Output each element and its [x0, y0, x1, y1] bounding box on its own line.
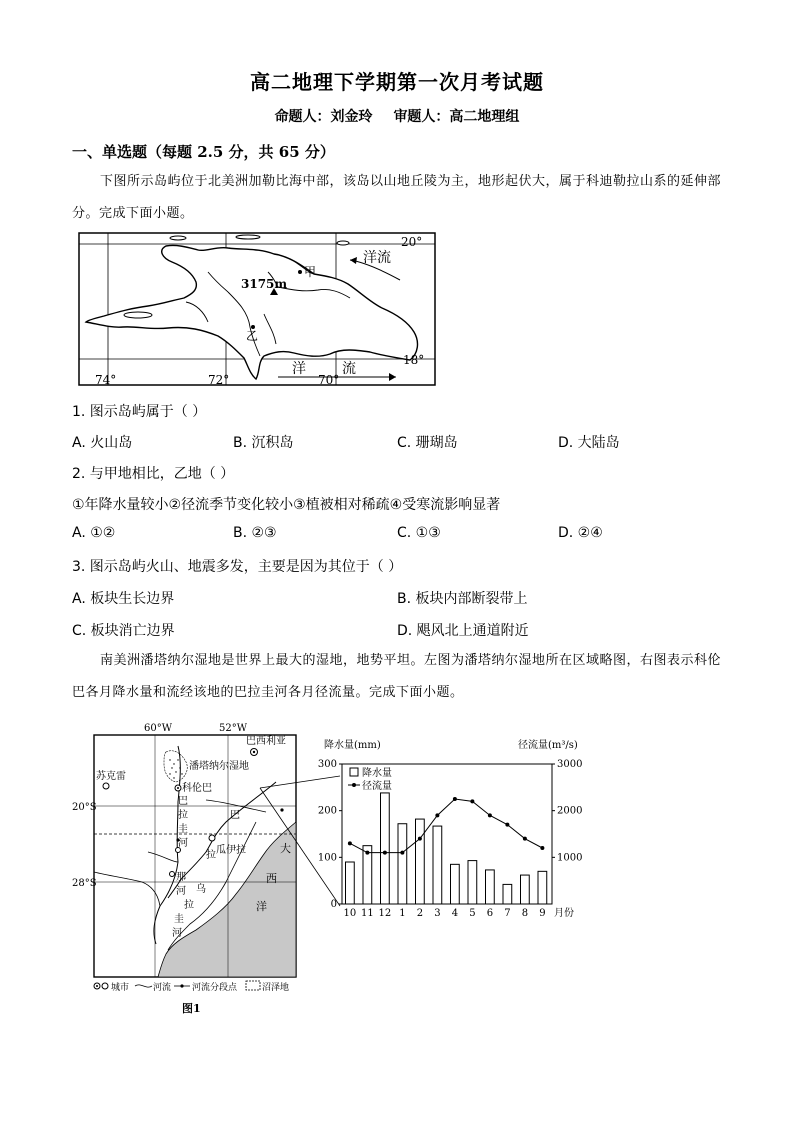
x-tick-label: 8	[521, 908, 529, 919]
precip-bar	[433, 826, 442, 904]
passage-1: 下图所示岛屿位于北美洲加勒比海中部，该岛以山地丘陵为主，地形起伏大，属于科迪勒拉山系的延伸部分。完成下面小题。	[72, 174, 722, 221]
lat-label-bottom: 18°	[403, 353, 425, 367]
page-title: 高二地理下学期第一次月考试题	[250, 70, 544, 94]
legend-river: 河流	[153, 983, 172, 993]
legend-precip-label: 降水量	[362, 768, 392, 779]
x-tick-label: 4	[451, 908, 459, 919]
precip-bar	[451, 864, 460, 904]
lat-label-28: 28°S	[72, 878, 97, 889]
precip-runoff-chart	[318, 738, 610, 918]
place-yi-label: 乙	[246, 329, 259, 343]
reviewer-label: 审题人：高二地理组	[393, 109, 520, 125]
q3-option-c[interactable]: C. 板块消亡边界	[72, 623, 175, 639]
sucre-label: 苏克雷	[96, 771, 126, 782]
x-tick-label: 7	[504, 908, 511, 919]
chart-legend	[348, 766, 392, 792]
legend-city: 城市	[111, 983, 130, 993]
x-tick-label: 11	[361, 908, 374, 919]
islet	[337, 241, 349, 245]
precip-bar	[521, 875, 530, 904]
q1-option-b[interactable]: B. 沉积岛	[233, 435, 294, 451]
lon-label-60: 60°W	[144, 723, 173, 734]
y-right-tick-label: 3000	[557, 759, 583, 770]
ocean-label-2: 西	[266, 872, 277, 885]
q1-option-a[interactable]: A. 火山岛	[72, 435, 133, 451]
x-tick-label: 2	[416, 908, 424, 919]
city-marker	[170, 872, 175, 877]
y-left-tick-label: 100	[317, 852, 337, 864]
chart-ylabel-left: 降水量(mm)	[324, 740, 381, 751]
y-right-tick-label: 1000	[557, 852, 583, 864]
islet	[124, 312, 152, 318]
legend-runoff-label: 径流量	[362, 781, 392, 792]
parana-label-2: 拉	[206, 850, 216, 861]
precip-bar	[416, 819, 425, 904]
lon-label-52: 52°W	[219, 723, 248, 734]
x-tick-label: 12	[378, 908, 392, 919]
islet	[170, 236, 186, 240]
runoff-point	[453, 797, 457, 801]
islet	[236, 235, 260, 239]
y-left-tick-label: 0	[330, 899, 337, 910]
x-tick-label: 6	[486, 908, 494, 919]
uruguay-label-3: 圭	[174, 914, 184, 925]
author-line	[0, 106, 794, 126]
runoff-point	[523, 837, 527, 841]
runoff-point	[418, 837, 422, 841]
runoff-point	[435, 813, 439, 817]
paraguay-label-2: 拉	[178, 810, 188, 821]
runoff-point	[505, 823, 509, 827]
precip-bar	[468, 861, 477, 904]
parana-label-4: 河	[176, 886, 186, 897]
runoff-point	[400, 851, 404, 855]
lat-label-top: 20°	[401, 235, 423, 249]
paraguay-label-3: 圭	[178, 824, 188, 835]
q3-option-a[interactable]: A. 板块生长边界	[72, 591, 175, 607]
parana-label-1: 巴	[230, 810, 240, 821]
legend-division: 河流分段点	[192, 983, 238, 993]
map-legend	[94, 981, 289, 993]
author-label: 命题人：刘金玲	[274, 109, 373, 125]
runoff-point	[540, 846, 544, 850]
y-right-tick-label: 2000	[557, 805, 583, 817]
chart-marks	[318, 759, 583, 919]
legend-swamp: 沼泽地	[262, 983, 290, 993]
ocean-label-1: 大	[280, 842, 291, 855]
q2-option-a[interactable]: A. ①②	[72, 525, 116, 541]
place-jia-label: 甲	[304, 265, 317, 279]
runoff-point	[365, 851, 369, 855]
precip-bar	[486, 870, 495, 904]
paraguay-label-4: 河	[178, 838, 188, 849]
uruguay-label-4: 河	[172, 928, 182, 939]
passage-2: 南美洲潘塔纳尔湿地是世界上最大的湿地，地势平坦。左图为潘塔纳尔湿地所在区域略图，右图表示科伦巴各月降水量和流经该地的巴拉圭河各月径流量。完成下面小题。	[72, 653, 722, 700]
current-label-top: 洋流	[363, 250, 391, 266]
precip-bar	[346, 862, 355, 904]
guaira-marker	[209, 835, 215, 841]
q1-option-c[interactable]: C. 珊瑚岛	[397, 435, 458, 451]
x-unit-label: 月份	[554, 908, 574, 919]
precip-bar	[398, 824, 407, 904]
question-2-statements: ①年降水量较小②径流季节变化较小③植被相对稀疏④受寒流影响显著	[72, 497, 501, 513]
x-tick-label: 1	[399, 908, 406, 919]
q2-option-c[interactable]: C. ①③	[397, 525, 441, 541]
runoff-point	[470, 799, 474, 803]
place-jia-marker	[298, 270, 302, 274]
question-1-stem: 1. 图示岛屿属于（ ）	[72, 404, 207, 420]
question-3-stem: 3. 图示岛屿火山、地震多发，主要是因为其位于（ ）	[72, 559, 403, 575]
q2-option-b[interactable]: B. ②③	[233, 525, 277, 541]
x-tick-label: 5	[469, 908, 476, 919]
parana-label-3: 那	[176, 872, 186, 883]
runoff-point	[488, 813, 492, 817]
x-tick-label: 10	[343, 908, 357, 919]
lat-label-20: 20°S	[72, 802, 97, 813]
runoff-point	[348, 841, 352, 845]
sucre-marker	[103, 783, 109, 789]
q1-option-d[interactable]: D. 大陆岛	[558, 435, 620, 451]
runoff-point	[383, 851, 387, 855]
legend-bar-swatch	[350, 768, 358, 776]
y-left-tick-label: 300	[317, 759, 337, 770]
precip-bar	[538, 871, 547, 904]
chart-ylabel-right: 径流量(m³/s)	[518, 740, 578, 751]
wetland-label: 潘塔纳尔湿地	[189, 761, 249, 772]
island-map	[78, 232, 436, 388]
precip-bar	[503, 884, 512, 904]
guaira-label: 瓜伊拉	[216, 845, 246, 856]
x-tick-label: 3	[434, 908, 441, 919]
precip-bar	[381, 793, 390, 904]
x-tick-label: 9	[539, 908, 546, 919]
uruguay-label-2: 拉	[184, 900, 194, 911]
uruguay-label-1: 乌	[196, 884, 206, 895]
q3-option-b[interactable]: B. 板块内部断裂带上	[397, 591, 528, 607]
paraguay-label-1: 巴	[178, 796, 188, 807]
ocean-label-3: 洋	[256, 900, 267, 913]
brasilia-label: 巴西利亚	[246, 736, 286, 747]
section-heading: 一、单选题（每题 2.5 分，共 65 分）	[72, 143, 335, 161]
question-2-stem: 2. 与甲地相比，乙地（ ）	[72, 466, 235, 482]
current-label-bottom-1: 洋	[292, 361, 306, 377]
corumba-label: 科伦巴	[182, 783, 212, 794]
runoff-line	[350, 799, 543, 853]
current-label-bottom-2: 流	[342, 361, 356, 377]
q3-option-d[interactable]: D. 飓风北上通道附近	[397, 623, 529, 639]
lon-label-74: 74°	[95, 373, 117, 387]
y-left-tick-label: 200	[317, 805, 337, 817]
figure-label: 图1	[182, 1002, 201, 1015]
lon-label-70: 70°	[318, 373, 340, 387]
q2-option-d[interactable]: D. ②④	[558, 525, 603, 541]
lon-label-72: 72°	[208, 373, 230, 387]
elevation-label: 3175m	[241, 277, 288, 291]
